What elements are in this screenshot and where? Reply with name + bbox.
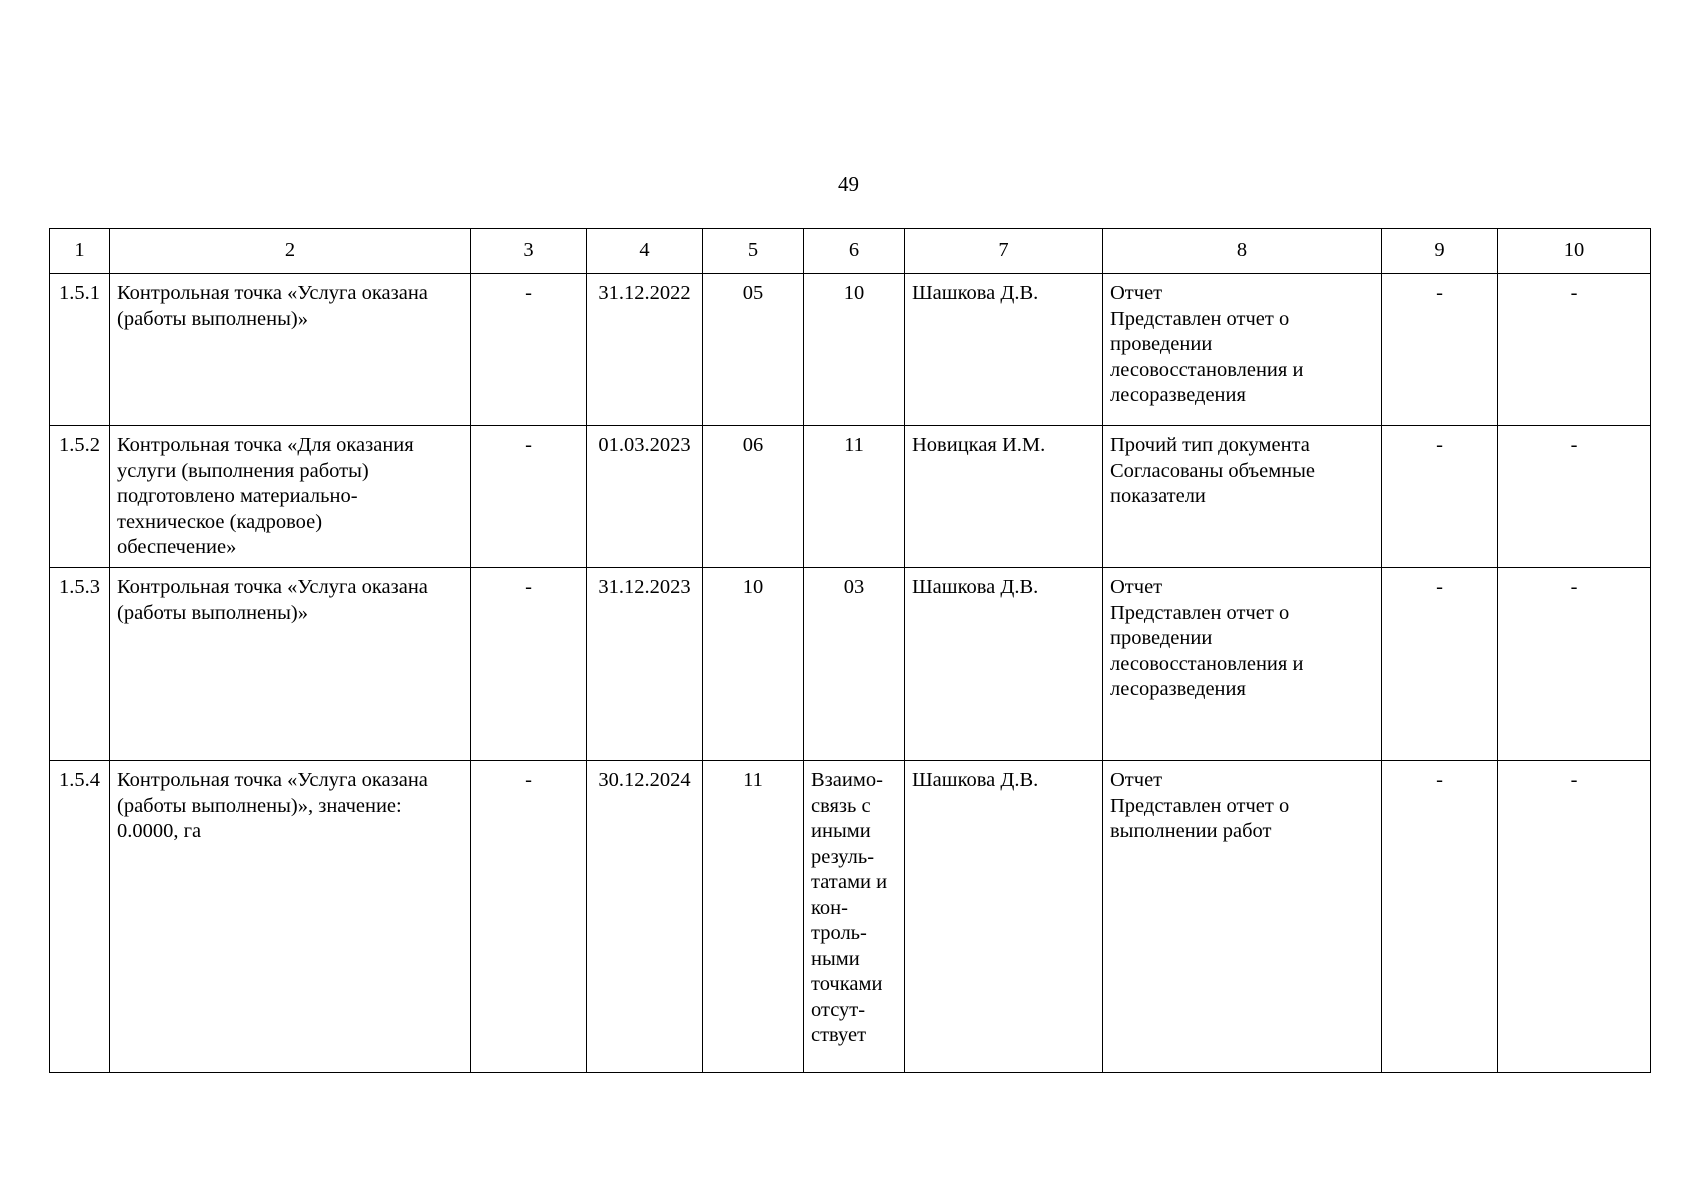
table-body (50, 229, 1651, 1073)
cell-name (110, 761, 471, 1073)
cell-col6 (804, 761, 905, 1073)
table-row (50, 761, 1651, 1073)
cell-col5: 11 (703, 761, 804, 1073)
cell-document (1103, 761, 1382, 1073)
cell-name (110, 568, 471, 761)
cell-col9: - (1382, 568, 1498, 761)
cell-line: (работы выполнены)», значение: (117, 794, 402, 817)
cell-number: 1.5.2 (50, 426, 110, 568)
cell-line: проведении (1110, 333, 1213, 355)
cell-line: подготовлено материально- (117, 485, 358, 507)
cell-line: выполнении работ (1110, 820, 1272, 842)
cell-line: Контрольная точка «Услуга оказана (117, 769, 428, 791)
cell-line: резуль- (811, 845, 875, 868)
cell-col3: - (471, 274, 587, 426)
cell-col6 (804, 568, 905, 761)
cell-line: 03 (843, 576, 865, 598)
cell-line: Контрольная точка «Для оказания (117, 434, 414, 456)
cell-responsible: Шашкова Д.В. (905, 761, 1103, 1073)
header-cell: 10 (1498, 229, 1651, 274)
cell-document (1103, 426, 1382, 568)
cell-line: ными (811, 947, 860, 970)
cell-line: Контрольная точка «Услуга оказана (117, 576, 428, 598)
cell-line: лесовосстановления и (1110, 652, 1304, 675)
control-points-table (49, 228, 1651, 1073)
cell-line: отсут- (811, 998, 866, 1021)
cell-line: связь с (811, 794, 871, 817)
table-header-row (50, 229, 1651, 274)
cell-line: точками (811, 973, 883, 995)
header-cell: 1 (50, 229, 110, 274)
cell-date: 31.12.2023 (587, 568, 703, 761)
cell-line: проведении (1110, 627, 1213, 649)
cell-col5: 06 (703, 426, 804, 568)
cell-responsible: Новицкая И.М. (905, 426, 1103, 568)
cell-line: Согласованы объемные (1110, 459, 1316, 482)
cell-col3: - (471, 761, 587, 1073)
header-cell: 6 (804, 229, 905, 274)
cell-number: 1.5.1 (50, 274, 110, 426)
cell-col10: - (1498, 426, 1651, 568)
cell-date: 30.12.2024 (587, 761, 703, 1073)
cell-document (1103, 568, 1382, 761)
cell-line: Отчет (1110, 769, 1163, 791)
cell-col3: - (471, 568, 587, 761)
cell-line: Прочий тип документа (1110, 434, 1310, 456)
cell-line: обеспечение» (117, 536, 237, 558)
header-cell: 7 (905, 229, 1103, 274)
cell-col6 (804, 274, 905, 426)
cell-col9: - (1382, 274, 1498, 426)
cell-line: Представлен отчет о (1110, 307, 1290, 330)
header-cell: 4 (587, 229, 703, 274)
cell-number: 1.5.3 (50, 568, 110, 761)
header-cell: 2 (110, 229, 471, 274)
cell-line: Представлен отчет о (1110, 601, 1290, 624)
header-cell: 8 (1103, 229, 1382, 274)
cell-col9: - (1382, 426, 1498, 568)
cell-line: 10 (843, 282, 865, 304)
cell-date: 01.03.2023 (587, 426, 703, 568)
cell-line: Отчет (1110, 282, 1163, 304)
cell-col9: - (1382, 761, 1498, 1073)
table-row (50, 426, 1651, 568)
cell-col5: 10 (703, 568, 804, 761)
header-cell: 9 (1382, 229, 1498, 274)
cell-line: Отчет (1110, 576, 1163, 598)
cell-number: 1.5.4 (50, 761, 110, 1073)
cell-responsible: Шашкова Д.В. (905, 568, 1103, 761)
table-row (50, 568, 1651, 761)
cell-line: услуги (выполнения работы) (117, 459, 369, 482)
cell-line: троль- (811, 922, 867, 944)
cell-line: 11 (844, 434, 864, 456)
cell-col5: 05 (703, 274, 804, 426)
cell-line: Взаимо- (811, 769, 883, 791)
cell-line: татами и (811, 871, 888, 893)
cell-line: Контрольная точка «Услуга оказана (117, 282, 428, 304)
cell-line: лесовосстановления и (1110, 358, 1304, 381)
cell-col10: - (1498, 568, 1651, 761)
cell-line: техническое (кадровое) (117, 510, 323, 533)
cell-line: лесоразведения (1110, 678, 1246, 700)
cell-name (110, 274, 471, 426)
cell-line: кон- (811, 896, 848, 919)
cell-line: (работы выполнены)» (117, 601, 308, 624)
cell-name (110, 426, 471, 568)
cell-document (1103, 274, 1382, 426)
cell-responsible: Шашкова Д.В. (905, 274, 1103, 426)
cell-line: иными (811, 820, 871, 842)
cell-line: ствует (811, 1024, 867, 1046)
cell-line: 0.0000, га (117, 820, 202, 842)
cell-col3: - (471, 426, 587, 568)
header-cell: 3 (471, 229, 587, 274)
header-cell: 5 (703, 229, 804, 274)
page-number: 49 (838, 172, 859, 196)
cell-col10: - (1498, 274, 1651, 426)
cell-line: Представлен отчет о (1110, 794, 1290, 817)
cell-line: лесоразведения (1110, 384, 1246, 406)
cell-col6 (804, 426, 905, 568)
cell-col10: - (1498, 761, 1651, 1073)
cell-date: 31.12.2022 (587, 274, 703, 426)
table-row (50, 274, 1651, 426)
cell-line: (работы выполнены)» (117, 307, 308, 330)
cell-line: показатели (1110, 485, 1206, 507)
